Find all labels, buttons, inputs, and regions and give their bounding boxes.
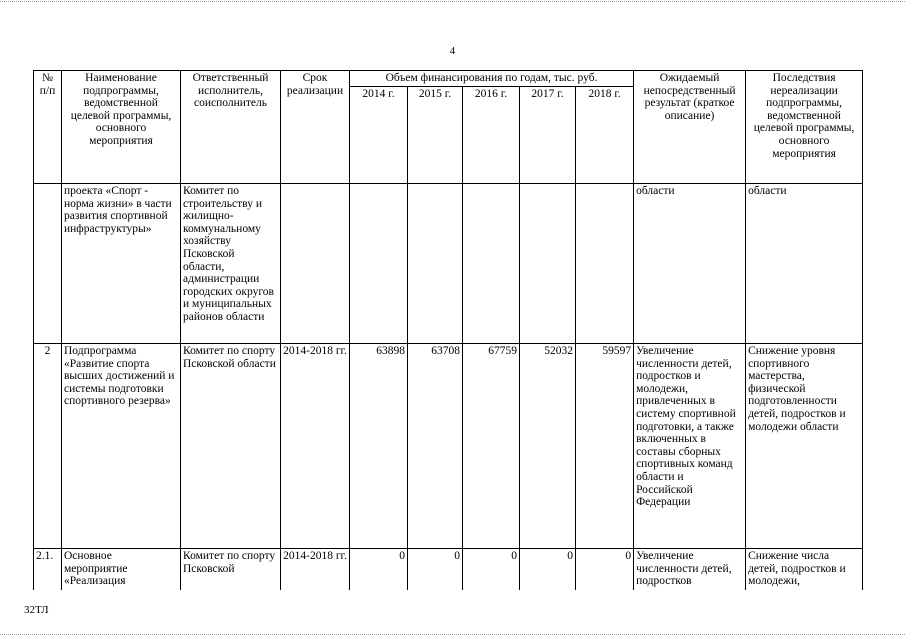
row-value-2015: 63708 (408, 344, 463, 549)
row-value-2017: 52032 (520, 344, 576, 549)
row-value-2016: 67759 (463, 344, 520, 549)
row-value-2015 (408, 184, 463, 344)
row-name: проекта «Спорт - норма жизни» в части развития спортивной инфраструктуры» (62, 184, 181, 344)
scan-edge-bottom (0, 634, 905, 635)
page-number: 4 (449, 45, 456, 57)
row-executor: Комитет по спорту Псковской области (181, 344, 281, 549)
header-term: Срок реализации (281, 71, 350, 184)
row-term: 2014-2018 гг. (281, 344, 350, 549)
row-name: Основное мероприятие «Реализация (62, 549, 181, 591)
header-year-2018: 2018 г. (576, 86, 634, 183)
row-result: области (634, 184, 746, 344)
table-row (34, 549, 863, 591)
row-value-2014: 0 (350, 549, 408, 591)
table-row (34, 184, 863, 344)
row-value-2014: 63898 (350, 344, 408, 549)
row-value-2018 (576, 184, 634, 344)
header-name: Наименование подпрограммы, ведомственной целевой программы, основного мероприятия (62, 71, 181, 184)
row-term: 2014-2018 гг. (281, 549, 350, 591)
row-executor: Комитет по строительству и жилищно-коммунальному хозяйству Псковской области, администрации городских округов и муниципальных районов области (181, 184, 281, 344)
row-value-2016 (463, 184, 520, 344)
row-num: 2 (34, 344, 62, 549)
footer-code: 32ТЛ (24, 604, 49, 616)
table-row (34, 344, 863, 549)
row-result: Увеличение численности детей, подростков (634, 549, 746, 591)
row-result: Увеличение численности детей, подростков и молодежи, привлеченных в систему спортивной подготовки, а также включенных в составы сборных спортивных команд области и Российской Федерации (634, 344, 746, 549)
header-year-2015: 2015 г. (408, 86, 463, 183)
header-result: Ожидаемый непосредственный результат (краткое описание) (634, 71, 746, 184)
header-year-2014: 2014 г. (350, 86, 408, 183)
header-year-2017: 2017 г. (520, 86, 576, 183)
header-funding: Объем финансирования по годам, тыс. руб. (350, 71, 634, 87)
row-value-2017 (520, 184, 576, 344)
row-consequences: Снижение уровня спортивного мастерства, физической подготовленности детей, подростков и молодежи области (746, 344, 863, 549)
row-value-2018: 59597 (576, 344, 634, 549)
row-consequences: Снижение числа детей, подростков и молодежи, (746, 549, 863, 591)
row-term (281, 184, 350, 344)
row-num: 2.1. (34, 549, 62, 591)
row-num (34, 184, 62, 344)
row-value-2016: 0 (463, 549, 520, 591)
row-value-2015: 0 (408, 549, 463, 591)
row-consequences: области (746, 184, 863, 344)
header-executor: Ответственный исполнитель, соисполнитель (181, 71, 281, 184)
row-value-2017: 0 (520, 549, 576, 591)
row-value-2018: 0 (576, 549, 634, 591)
row-executor: Комитет по спорту Псковской (181, 549, 281, 591)
row-name: Подпрограмма «Развитие спорта высших достижений и системы подготовки спортивного резерва» (62, 344, 181, 549)
header-num: № п/п (34, 71, 62, 184)
header-consequences: Последствия нереализации подпрограммы, ведомственной целевой программы, основного мероприятия (746, 71, 863, 184)
program-table (33, 70, 863, 590)
header-year-2016: 2016 г. (463, 86, 520, 183)
row-value-2014 (350, 184, 408, 344)
